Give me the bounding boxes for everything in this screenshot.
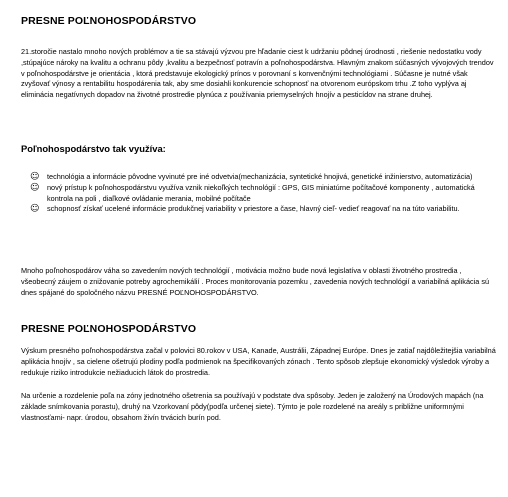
research-paragraph: Výskum presného poľnohospodárstva začal v polovici 80.rokov v USA, Kanade, Austrálii, Západnej Európe. Dnes je zatiaľ najdôležitejšia variabilná aplikácia hnojív , sa cielene ošetrujú plodiny podľa podmienok na špecifikovaných zónach . Tento spôsob zlepšuje ekonomický výsledok výroby a redukuje riziko introdukcie nežiaducich látok do prostredia.: [21, 346, 496, 377]
heading-presne-polnohospodarstvo: PRESNE POĽNOHOSPODÁRSTVO: [21, 15, 197, 27]
subheading-vyuziva: Poľnohospodárstvo tak využíva:: [21, 143, 166, 154]
list-item-text: nový prístup k poľnohospodárstvu využíva vznik niekoľkých technológií : GPS, GIS miniatúrne počítačové komponenty , automatická kontrola na poli , diaľkové ovládanie merania, mobilné počítače: [47, 182, 475, 203]
list-item-text: technológia a informácie pôvodne vyvinuté pre iné odvetvia(mechanizácia, syntetické hnojivá, genetické inžinierstvo, automatizácia): [47, 172, 473, 181]
smiley-icon: ☺: [30, 172, 40, 182]
list-item: [30, 204, 500, 215]
list-item: [30, 183, 500, 205]
heading-presne-polnohospodarstvo-2: PRESNE POĽNOHOSPODÁRSTVO: [21, 323, 197, 335]
smiley-icon: ☺: [30, 182, 40, 193]
list-item-text: schopnosť získať ucelené informácie produkčnej variability v priestore a čase, hlavný cieľ- vedieť reagovať na na túto variabilitu.: [47, 204, 460, 214]
intro-paragraph: 21.storočie nastalo mnoho nových problémov a tie sa stávajú výzvou pre hľadanie ciest k udržaniu pôdnej úrodnosti , riešenie nedostatku vody ,stúpajúce nároky na kvalitu a ochranu pôdy ,kvalitu a bezpečnosť potravín a poľnohospodárstva. Hlavným znakom súčasných vývojových trendov v poľnohospodárstve je orientácia , ktorá predstavuje ekologický prínos v porovnaní s konvenčnými technológiami . Súčasne je nutné však zvyšovať výnosy a rentabilitu hospodárenia tak, aby sme dosiahli konkurencie schopnosť na otvorenom európskom trhu .Z toho vyplýva aj eliminácia negatívnych dopadov na životné prostredie plynúca z používania priemyselných hnojív a pesticídov na strane druhej.: [21, 47, 494, 100]
zones-paragraph: Na určenie a rozdelenie poľa na zóny jednotného ošetrenia sa používajú v podstate dva spôsoby. Jeden je založený na Úrodových mapách (na základe snímkovania porastu), druhý na Vzorkovaní pôdy(podľa určenej siete). Týmto je pole rozdelené na areály s približne uniformnými vlastnosťami- napr. úrodou, obsahom živín trvácich burín pod.: [21, 391, 484, 422]
smiley-icon: ☺: [30, 204, 40, 215]
list-item: [30, 172, 500, 183]
bullet-list: [30, 172, 500, 215]
adoption-paragraph: Mnoho poľnohospodárov váha so zavedením nových technológií , motivácia možno bude nová legislatíva v oblasti životného prostredia , všeobecný záujem o znižovanie potreby agrochemikálií . Proces monitorovania pozemku , zavedenia nových technológií a variabilná aplikácia sú dnes spájané do spoločného názvu PRESNÉ POĽNOHOSPODÁRSTVO.: [21, 266, 490, 297]
